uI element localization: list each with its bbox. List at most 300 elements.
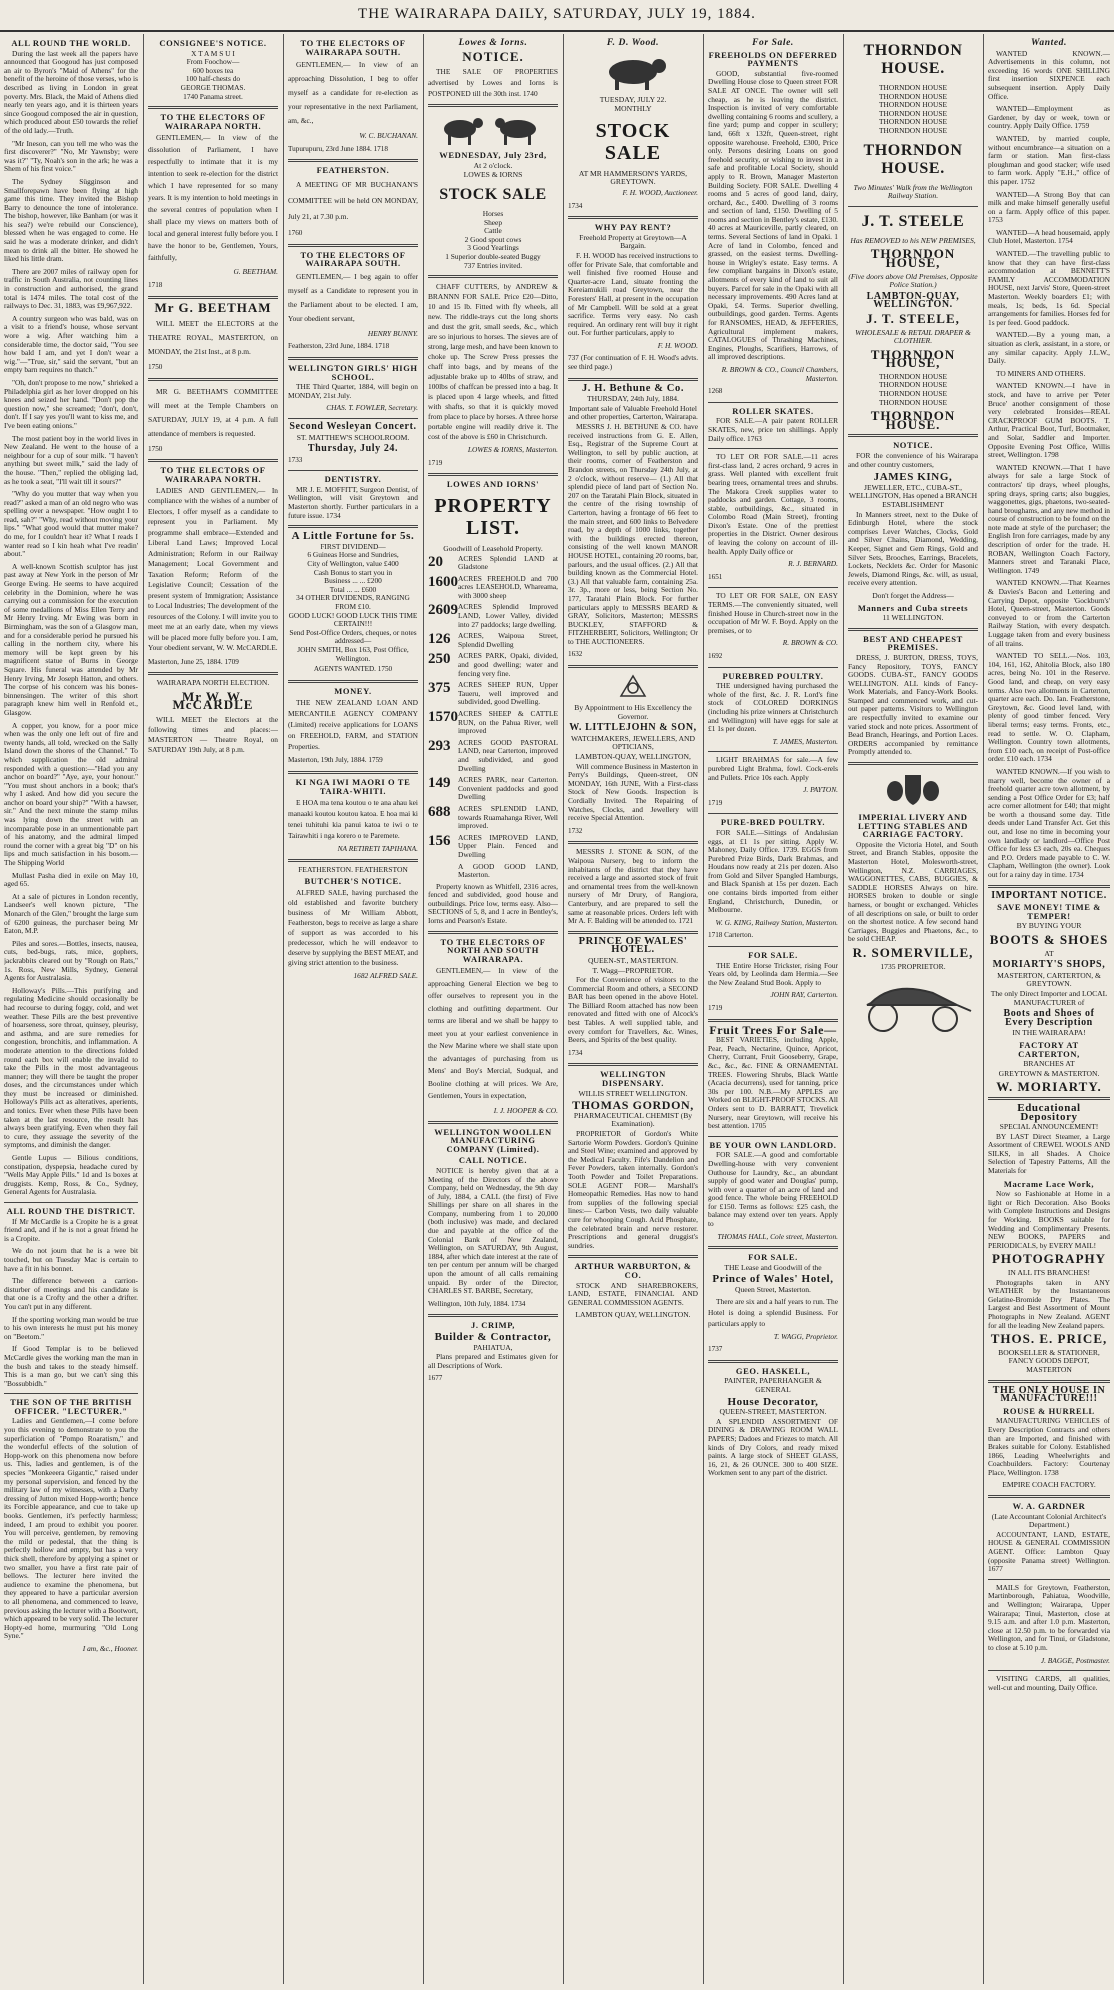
ad-line: THORNDON HOUSE	[879, 108, 947, 118]
wanted-ad: WANTED KNOWN.—That Kearnes & Davies's Bacon and Lettering and Carrying Depot, opposite 'Gockburn's' Hotel, Queen-street, Masterton. Goods conveyed to or from the Carterton Railway Station, with every despatch. Luggage taken from and every business of all trains.	[988, 578, 1110, 648]
column-rule	[983, 34, 984, 1984]
lot-acres: 126	[428, 631, 451, 648]
ad-body: In Manners street, next to the Duke of Edinburgh Hotel, where the stock comprises Lever Watches, Clocks, Gold and Silver Chains, Diamond, Wedding, Keeper, Signet and Gem Rings, Gold and Silver Sets, Brooches, Earrings, Bracelets, Lockets, Necklets &c. Order for Masonic Jewels, Diamond Rings, &c. will, as usual, receive every attention.	[848, 509, 978, 588]
ad-footer: 1734	[568, 201, 583, 210]
ad-subheading: EMPIRE COACH FACTORY.	[1002, 1480, 1096, 1490]
ad-subheading: QUEEN-ST., MASTERTON.	[588, 955, 678, 965]
column-5	[568, 36, 698, 1982]
ad-line: 100 half-chests do	[185, 74, 241, 84]
ad-heading: FOR SALE.	[748, 950, 798, 961]
ad-footer: Masterton, June 25, 1884. 1709	[148, 657, 239, 666]
signature: R. J. BERNARD.	[788, 559, 838, 569]
divider	[148, 296, 278, 299]
lot-description: ACRES IMPROVED LAND, Upper Plain. Fenced and Dwelling	[458, 832, 558, 859]
ad-heading: IMPERIAL LIVERY AND LETTING STABLES AND CARRIAGE FACTORY.	[858, 812, 968, 840]
signature: I. J. HOOPER & CO.	[493, 1105, 558, 1115]
divider	[4, 1393, 138, 1394]
divider	[428, 1121, 558, 1124]
signature: G. BEETHAM.	[233, 267, 278, 277]
lot-acres: 1600	[428, 573, 458, 590]
ad-heading: W. LITTLEJOHN & SON,	[569, 722, 697, 734]
ad-subheading: T. Wagg—PROPRIETOR.	[592, 965, 674, 975]
ad-heading: BEST AND CHEAPEST PREMISES.	[863, 633, 963, 653]
wanted-ad: WANTED—A head housemaid, apply Club Hotel, Masterton. 1754	[988, 227, 1110, 246]
ad-footer: 1750	[148, 363, 163, 372]
ad-body: THE undersigned having purchased the whole of the first, &c. J. R. Lord's fine stock of COLORED DORKINGS (including his prize winners at Christchurch and Wellington) will have eggs for sale at £1 1s per dozen.	[708, 681, 838, 734]
ad-body: LIGHT BRAHMAS for sale.—A few purebred Light Brahma, fowl. Cock-erels and Pullets. Price 10s each. Apply	[708, 755, 838, 782]
property-lot	[428, 652, 558, 678]
paragraph: At a sale of pictures in London recently, Landseer's well known picture, "The Monarch of the Glen," brought the large sum of 6200 guineas, the purchaser being Mr Eaton, M.P.	[4, 891, 138, 936]
ad-heading: KI NGA IWI MAORI O TE TAIRA-WHITI.	[295, 776, 411, 796]
ad-subheading: JEWELLER, ETC., CUBA-ST., WELLINGTON, Has opened a BRANCH ESTABLISHMENT	[848, 482, 978, 509]
ad-date: WEDNESDAY, July 23rd,	[439, 150, 547, 161]
ad-heading: THE ONLY HOUSE IN MANUFACTURE!!!	[992, 1384, 1106, 1405]
divider	[848, 434, 978, 437]
ad-subheading: By Appointment to His Excellency the Governor.	[574, 703, 692, 721]
divider	[568, 841, 698, 844]
ad-heading: CONSIGNEE'S NOTICE.	[159, 38, 267, 48]
ad-footer: 1719	[428, 458, 443, 467]
ad-heading: GEO. HASKELL,	[735, 1365, 811, 1376]
ad-body: THE SALE OF PROPERTIES advertised by Lowes and Iorns is POSTPONED till the 30th inst. 1740	[428, 67, 558, 99]
ad-subheading: (Late Accountant Colonial Architect's Department.)	[991, 1511, 1107, 1530]
ad-heading: PRINCE OF WALES' HOTEL.	[578, 935, 688, 956]
ad-heading: IMPORTANT NOTICE.	[991, 889, 1107, 901]
divider	[568, 216, 698, 219]
paragraph: Ladies and Gentlemen,—I come before you this evening to demonstrate to you the superficiation of "Pompo Roaratism," and the wonderful effects of the solution of Hopp-work on this phenomena now before us. This, ladies and gentlemen, is of the species "Monkeeera Gigantic," raised under my personal supervision, and fenced by the military law of my witnesses, with a Darby dressing of Jutton mixed Hopp-worth; hence its Forcible appearance, and cue to take up books. Gentlemen, it's perfectly harmless; indeed, I am proud to exhibit you poorer. You will perceive, gentlemen, by removing the mild or pedestal, that the thing is perfectly hollow and empty, but has a very thick shell, therefore by applying a spinet or two smaller, you have a first rate pair of bellows. The lecturer here invited the audience to examine the phenomena, but they appeared to have a particular aversion to all phenomena, and commenced to leave, previous asking the lecturer with a Bootwort, which appeared to be very solid. The lecturer Hopty-ed home, murmuring "Old Long Syne."	[4, 1416, 138, 1641]
ad-subheading: BY BUYING YOUR	[1016, 921, 1082, 931]
divider	[708, 448, 838, 449]
masthead-title: THE WAIRARAPA DAILY, SATURDAY, JULY 19, 1884.	[358, 6, 756, 22]
section-heading: Wanted.	[1031, 38, 1067, 48]
lot-acres: 156	[428, 832, 451, 849]
ad-subheading: Two Minutes' Walk from the Wellington Railway Station.	[853, 182, 973, 201]
wanted-ad: WANTED—A Strong Boy that can milk and make himself generally useful on a farm. Apply office of this paper. 1753	[988, 189, 1110, 225]
signature: T. JAMES, Masterton.	[772, 736, 838, 746]
ad-subheading: LAMBTON QUAY, WELLINGTON.	[575, 1310, 691, 1320]
ad-heading: TO THE ELECTORS OF WAIRARAPA SOUTH.	[300, 38, 406, 57]
property-lot	[428, 834, 558, 860]
property-lot	[428, 575, 558, 601]
ad-subheading: Don't forget the Address—	[872, 590, 954, 600]
ad-body: FOR SALE.—Sittings of Andalusian eggs, at £1 1s per sitting. Apply W. Mahoney, Daily Office. 1739. EGGS from Purebred Prize Birds, Dark Brahmas, and Houdans now ready at 21s per dozen. Also from Gold and Silver Spangled Hamburgs, and Black Spanish at 15s per dozen. Each one contains birds imported from either England, Christchurch, Dunedin, or Melbourne.	[708, 827, 838, 915]
ad-heading: STOCK SALE	[439, 185, 547, 203]
wanted-ad: TO MINERS AND OTHERS.	[996, 368, 1086, 378]
ad-heading: THORNDON HOUSE,	[870, 246, 956, 270]
lot-acres: 250	[428, 651, 451, 668]
ad-body: A MEETING OF MR BUCHANAN'S COMMITTEE will be held ON MONDAY, July 21, at 7.30 p.m.	[288, 179, 418, 221]
ad-heading: Macrame Lace Work,	[1003, 1178, 1095, 1189]
ad-heading: THORNDON HOUSE.	[863, 141, 963, 177]
ad-line: JOHN SMITH, Box 163, Post Office, Wellington.	[297, 644, 409, 663]
ad-heading: House Decorator,	[727, 1395, 819, 1408]
ad-line: THORNDON HOUSE	[879, 371, 947, 381]
story-heading: ALL ROUND THE DISTRICT.	[6, 1206, 136, 1216]
ad-body: Plans prepared and Estimates given for all Descriptions of Work.	[428, 1352, 558, 1370]
ad-heading: Boots and Shoes of Every Description	[1003, 1008, 1095, 1028]
ad-heading: NOTICE.	[893, 440, 933, 451]
ad-subheading: IN ALL ITS BRANCHES!	[1007, 1268, 1091, 1277]
ad-body: THE NEW ZEALAND LOAN AND MERCANTILE AGENCY COMPANY (Limited) receive applications for LOANS on FREEHOLD, FARM, and STATION Properties.	[288, 698, 418, 752]
firm-name: F. D. Wood.	[606, 38, 660, 48]
ad-heading: Fruit Trees For Sale—	[709, 1022, 837, 1037]
ad-subheading: BOOKSELLER & STATIONER, FANCY GOODS DEPOT, MASTERTON	[998, 1347, 1100, 1374]
lot-description: ACRES FREEHOLD and 700 acres LEASEHOLD, Whareama, with 3000 sheep	[458, 573, 558, 600]
ad-footer: Wellington, 10th July, 1884. 1734	[428, 1299, 526, 1308]
divider	[848, 628, 978, 631]
ad-lines	[848, 84, 978, 136]
divider	[988, 1380, 1110, 1383]
lot-description: ACRES PARK, Opaki, divided, and good dwelling; water and fencing very fine.	[458, 651, 558, 678]
ad-heading: ROUSE & HURRELL	[1003, 1405, 1095, 1416]
ad-heading: THORNDON HOUSE.	[863, 42, 963, 77]
ad-subheading: IN THE WAIRARAPA!	[1012, 1028, 1086, 1038]
lot-acres: 2609	[428, 602, 458, 619]
ad-body: MR J. E. MOFFITT, Surgeon Dentist, of Wellington, will visit Greytown and Masterton shortly. Further particulars in a future issue. 1734	[288, 484, 418, 520]
paragraph: "Oh, don't propose to me now," shrieked a Philadelphia girl as her lover dropped on his knees and seized her hand. "Don't pop the question now," she screamed; "don't, don't, don't. If I say yes you'll want to kiss me, and I've been eating onions."	[4, 377, 138, 430]
property-lots	[428, 555, 558, 880]
ad-body: ALFRED SALE, having purchased the old established and favorite butchery business of Mr William Abbott, Featherston, begs to receive as large a share of support as was accorded to his predecessor, which he will endeavor to deserve by supplying the BEST MEAT, and giving strict attention to the business.	[288, 887, 418, 967]
ad-body: VISITING CARDS, all qualities, well-cut and mounting, Daily Office.	[988, 1674, 1110, 1692]
ad-subheading: WILLIS STREET WELLINGTON.	[578, 1088, 688, 1098]
signature: W. G. KING, Railway Station, Masterton.	[715, 917, 838, 927]
ad-heading: WELLINGTON WOOLLEN MANUFACTURING COMPANY (Limited).	[434, 1126, 552, 1154]
ad-footer: 1719	[708, 1004, 723, 1012]
property-lot	[428, 805, 558, 831]
signature: R. BROWN & CO., Council Chambers, Masterton.	[721, 364, 838, 383]
ad-subheading: PHARMACEUTICAL CHEMIST (By Examination).	[573, 1110, 693, 1129]
ad-heading: A Little Fortune for 5s.	[291, 530, 415, 543]
story-body	[4, 1417, 138, 1640]
stock-item: Horses	[482, 208, 504, 218]
ad-footer: 1677	[428, 1374, 443, 1383]
ad-date: THURSDAY, 24th July, 1884.	[587, 394, 679, 404]
ad-heading: LAMBTON-QUAY, WELLINGTON.	[866, 290, 960, 311]
ad-body: BEST VARIETIES, including Apple, Pear, Peach, Nectarine, Quince, Apricot, Cherry, Currant, Fruit Gooseberry, Grape, &c., &c., &c. FINE & ORNAMENTAL TREES. Flowering Shrubs, Black Wattle (Acacia decurrens), used for tanning, price 30s per 100. N.B.—My APPLES are Worked on BLIGHT-PROOF STOCKS. All Orders sent to D. BARRATT, Trevelick Nursery, near Greytown, will receive his best attention. 1705	[708, 1035, 838, 1131]
divider	[708, 751, 838, 752]
ad-heading: FREEHOLDS ON DEFERRED PAYMENTS	[708, 49, 838, 69]
ad-body: LADIES AND GENTLEMEN,— In compliance with the wishes of a number of Electors, I offer myself as a candidate to represent you in Parliament. My programme shall embrace—Extended and Liberal Land Laws; Improved Local Administration; Reform in our Railway Management; Local Government and Taxation Reform; Reform of the Legislative Council; Cessation of the present system of Immigration; Assistance to Local Industries; The development of the resources of the Colony. I will invite you to meet me at an early date, when my views will be placed more fully before you. I am, Your obedient servant, W. W. McCARDLE.	[148, 485, 278, 652]
signature: T. WAGG, Proprietor.	[773, 1331, 838, 1341]
ad-heading: TO THE ELECTORS OF NORTH AND SOUTH WAIRARAPA.	[440, 936, 546, 964]
ad-heading: J. T. STEELE,	[866, 310, 960, 326]
ad-footer: 1651	[708, 572, 723, 581]
signature: I am, &c., Hooner.	[82, 1643, 138, 1653]
divider	[428, 931, 558, 934]
divider	[988, 1579, 1110, 1580]
divider	[568, 378, 698, 381]
lot-description: ACRES SHEEP & CATTLE RUN, on the Pahua River, well improved	[458, 709, 558, 736]
column-2	[148, 36, 278, 1982]
ad-body: Will commence Business in Masterton in Perry's Buildings, Queen-street, ON MONDAY, 16th JUNE, With a First-class Stock of New Goods. Inspection is Cordially Invited. The Repairing of Watches, Clocks, and Jewellery will receive Special Attention.	[568, 761, 698, 823]
ad-heading: SAVE MONEY! TIME & TEMPER!	[997, 902, 1101, 921]
paragraph: We do not journ that he is a wee bit touched, but on Tuesday Mac is certain to have a fit in his bonnet.	[4, 1246, 138, 1273]
ad-footer: 1750	[148, 444, 163, 453]
ad-body: For the Convenience of visitors to the Commercial Room and others, a SECOND BAR has been opened in the above Hotel. The Billiard Room attached has now been renovated and fitted with one of Alcock's best Tables. A well supplied table, and every comfort for Travellers, &c. Wines, Beers, and Spirits of the best quality.	[568, 975, 698, 1045]
ad-heading: NOTICE.	[462, 48, 524, 64]
ad-footer: 1692	[708, 652, 723, 660]
ad-heading: TO THE ELECTORS OF WAIRARAPA NORTH.	[160, 465, 266, 484]
ad-subheading: WHOLESALE & RETAIL DRAPER & CLOTHIER.	[855, 327, 971, 346]
lot-description: ACRES GOOD PASTORAL LAND, near Carterton, improved and subdivided, and good Dwelling	[458, 737, 558, 773]
ad-footer: Tupurupuru, 23rd June 1884. 1718	[288, 144, 388, 153]
divider	[848, 762, 978, 765]
signature: THOMAS HALL, Cole street, Masterton.	[717, 1231, 838, 1241]
ad-line: 6 Guineas Horse and Sundries,	[307, 550, 399, 560]
ad-body: GENTLEMEN,— In view of the approaching General Election we beg to offer ourselves to represent you in the clothing and outfitting department. Our terms are liberal and we shall be happy to meet you at your earliest convenience in the New Marine where we shall state upon the advantages of purchasing from us Mens' and Boy's Mercial, Sudqual, and Booline clothing at will prices. We Are, Gentlemen, Yours in expectation,	[428, 966, 558, 1101]
ad-heading: THORNDON HOUSE.	[870, 408, 956, 432]
ad-heading: THOMAS GORDON,	[572, 1098, 694, 1113]
ad-subheading: MASTERTON, CARTERTON, & GREYTOWN.	[997, 970, 1101, 989]
divider	[288, 357, 418, 360]
firm-name: LOWES AND IORNS'	[446, 479, 540, 490]
ad-heading: FEATHERSTON.	[316, 165, 390, 176]
signature: CHAS. T. FOWLER, Secretary.	[326, 403, 418, 413]
ad-body: WILL MEET the ELECTORS at the THEATRE ROYAL, MASTERTON, on MONDAY, the 21st Inst., at 8 p.m.	[148, 319, 278, 357]
column-rule	[283, 34, 284, 1984]
ad-subheading: 1735 PROPRIETOR.	[880, 961, 946, 971]
divider	[988, 1097, 1110, 1100]
masthead	[0, 0, 1114, 32]
ad-subheading: LAMBTON-QUAY, WELLINGTON,	[575, 752, 691, 762]
wanted-ad: WANTED KNOWN.—I have in stock, and have to arrive per 'Peter Bruce' another consignment of those very celebrated Ironsides—REAL CRACKPROOF GUM BOOTS. T. Arthur, Practical Boot, Turf, Bootmaker, and Solar, Saddler and Importer. Opposite Evening Post Office, Willis street, Wellington. 1798	[988, 381, 1110, 460]
stock-item: 3 Good Yearlings	[467, 243, 519, 253]
ad-heading: PURE-BRED POULTRY.	[720, 817, 826, 828]
column-rule	[423, 34, 424, 1984]
property-lot	[428, 632, 558, 649]
column-rule	[563, 34, 564, 1984]
ad-heading: ARTHUR WARBURTON, & CO.	[574, 1261, 692, 1280]
divider	[708, 587, 838, 588]
paragraph: A country surgeon who was bald, was on a visit to a friend's house, whose servant wore a wig. After watching him a considerable time, the doctor said, "You see how bald I am, and yet I don't wear a wig."—"True, sir," said the servant, "but an empty barn requires no thatch."	[4, 313, 138, 375]
ad-heading: Educational Depository	[1017, 1101, 1081, 1123]
ad-heading: STOCK SALE	[595, 119, 671, 164]
ad-subheading: Important sale of Valuable Freehold Hotel and other properties, Carterton, Wairarapa.	[568, 403, 698, 422]
ad-heading: Mr W. W. McCARDLE	[172, 688, 254, 713]
paragraph: A copper, you know, for a poor mice when was the only one left out of fire and twenty hands, all told, wrecked on the Sally Island down the shores of the Channel." To which supplication the old admiral responded with a question:—"Had you any anchor on board?" "Aye, aye, your honour." "You must shout anchors in a book; that's why I asked. And how did you secure the anchor on board your ship?" "With a hawser, sir." And the next minute the stamp milus was lying down the street with an incomparable pose in an unmentionable part of his anatomy, and the admiral limped round the corner with a great big "D" on his lips and much satisfaction in his bosom.—The Shipping World	[4, 720, 138, 868]
royal-arms-icon	[613, 672, 653, 700]
divider	[148, 378, 278, 381]
lot-description: ACRES SHEEP RUN, Upper Taueru, well improved and subdivided, good Dwelling.	[458, 680, 558, 707]
ad-heading: MORIARTY'S SHOPS,	[992, 959, 1106, 971]
signature: 1682 ALFRED SALE.	[353, 970, 418, 980]
ad-line: THORNDON HOUSE	[879, 397, 947, 407]
ad-footer: 1268	[708, 387, 723, 396]
divider	[148, 106, 278, 109]
signature: HENRY BUNNY.	[367, 328, 418, 338]
divider	[288, 159, 418, 162]
column-rule	[143, 34, 144, 1984]
divider	[568, 1063, 698, 1066]
divider	[988, 1495, 1110, 1498]
ad-body: E HOA ma tena koutou o te ana ahau kei manaaki koutou koutou katoa. E hoa mai ki tenei tuhituhi kia panui katoa te iwi o te Tairawhiti i nga korero o te Paremete.	[288, 798, 418, 841]
ad-subheading: 11 WELLINGTON.	[882, 613, 944, 623]
story-body	[4, 50, 138, 1197]
ad-body: NOTICE is hereby given that at a Meeting of the Directors of the above Company, held on Wednesday, the 9th day of July, 1884, a CALL (the first) of Five Shillings per share on all shares in the Company, numbering from 1 to 20,000 (both inclusive) was made, and declared due and payable at the office of the Colonial Bank of New Zealand, Wellington, on SATURDAY, 9th August, 1884, after which date interest at the rate of ten per centum per annum will be charged upon the amount of all calls remaining unpaid. By order of the Director, CHARLES ST. BARBE, Secretary,	[428, 1165, 558, 1296]
ad-heading: BOOTS & SHOES	[989, 932, 1109, 947]
ad-footer: 1632	[568, 650, 583, 659]
ad-body: CHAFF CUTTERS, by ANDREW & BRANNN FOR SALE. Price £20—Ditto, 10 and 15 lb. Fitted with fly wheels, all new. The riddle-trays cut the long shorts and dust the grit, small seeds, &c., which are so injurious to horses. The sieves are of strong, large mesh, and have been known to choke up. The Screw Press presses the chaff into bags, and by means of the adjustable brake up to 40lbs of straw, and 100lbs of chaffcan be pressed into a bag. It is placed upon 4 large wheels, and fitted with shafts, so that it is quickly moved from place to place by horses. A three horse portable engine will readily drive it. The cost of the above is £60 in Christchurch.	[428, 282, 558, 442]
ad-footer: 737 (For continuation of F. H. Wood's advts. see third page.)	[568, 354, 698, 372]
signature: W. C. BUCHANAN.	[359, 131, 418, 141]
divider	[568, 931, 698, 934]
ad-body: GENTLEMEN,— I beg again to offer myself as a Candidate to represent you in the Parliament about to be elected. I am, Your obedient servant,	[288, 271, 418, 323]
divider	[288, 525, 418, 528]
ad-line: From Foochow—	[186, 57, 240, 67]
ad-body: GENTLEMEN,— In view of an approaching Dissolution, I beg to offer myself as a candidate for re-election as your representative in the next Parliament, am, &c.,	[288, 60, 418, 126]
ad-line: City of Wellington, value £400	[307, 559, 399, 569]
ad-heading: J. T. STEELE	[861, 212, 965, 230]
ad-subheading: At 2 o'clock.	[473, 160, 513, 170]
ad-heading: PUREBRED POULTRY.	[722, 670, 824, 681]
ad-heading: THOS. E. PRICE,	[990, 1331, 1108, 1347]
signature: JOHN RAY, Carterton.	[770, 990, 838, 1000]
signature: F. H. WOOD, Auctioneer.	[622, 187, 698, 197]
divider	[4, 1202, 138, 1203]
ad-subheading: Queen Street, Masterton.	[735, 1285, 811, 1295]
ad-subheading: QUEEN-STREET, MASTERTON.	[719, 1407, 827, 1417]
ad-heading: Prince of Wales' Hotel,	[712, 1273, 834, 1286]
lot-description: ACRES PARK, near Carterton. Convenient paddocks and good Dwelling	[458, 775, 558, 802]
ad-line: 34 OTHER DIVIDENDS, RANGING FROM £10.	[296, 593, 410, 611]
ad-line: THORNDON HOUSE	[879, 117, 947, 127]
ad-subheading: GREYTOWN & MASTERTON.	[998, 1068, 1100, 1078]
signature: R. BROWN & CO.	[782, 638, 838, 648]
lot-acres: 688	[428, 803, 451, 820]
ad-line: Business ... ... £200	[324, 576, 382, 586]
ad-subheading: AT	[1044, 948, 1054, 958]
ad-date: TUESDAY, JULY 22.	[599, 94, 667, 104]
wanted-ad: WANTED KNOWN.—If you wish to marry well, become the owner of a freehold quarter acre town allotment, by sending a Post Office Order for £3; half acre corner allotment for £40; that might be worth a thousand some day. Title deeds under Land Transfer Act. Get this out, and lose no time in becoming your own landlady or landlord—Office Post Office for less £3 each, 20s ea. Cheques and P.O. Orders made payable to C. W. Clapham, Wellington (the owner). Look out for a rainy day in time. 1734	[988, 766, 1110, 880]
paragraph: "Mr Ineson, can you tell me who was the first discoverer?" "No, Mr Yawnsby; were was it?" "Ty, Noah's son in the ark; he was a Shem of his first voice."	[4, 138, 138, 174]
property-lot	[428, 681, 558, 707]
ad-subheading: AT MR HAMMERSON'S YARDS, GREYTOWN.	[578, 168, 688, 187]
signature: LOWES & IORNS, Masterton.	[467, 445, 558, 455]
ad-body: Opposite the Victoria Hotel, and South Street, and Branch Stables, opposite the Masterton Hotel, Molesworth-street, Wellington, N.Z. CARRIAGES, WAGGONETTES, CABS, BUGGIES, & SADDLE HORSES Always on hire. HORSES broken to double or single harness, or bought or exchanged. Vehicles of all descriptions on sale, or built to order on the shortest notice. A few second hand Carriages, Buggies and Phaetons, &c., to be sold CHEAP.	[848, 839, 978, 944]
stock-item: Sheep	[483, 217, 503, 227]
signature: F. H. WOOD.	[657, 340, 698, 350]
divider	[708, 946, 838, 947]
divider	[988, 885, 1110, 888]
ad-heading: BUTCHER'S NOTICE.	[304, 876, 402, 887]
lot-description: ACRES SPLENDID LAND, towards Ruamahanga River, Well improved.	[458, 803, 558, 831]
ad-subheading: PAINTER, PAPERHANGER & GENERAL	[724, 1376, 822, 1394]
column-3	[288, 36, 418, 1982]
ad-footer: 1718	[148, 280, 163, 289]
paragraph: There are 2007 miles of railway open for traffic in South Australia, not counting lines in construction and authorised, the grand total is 1474 miles. The total cost of the railways to Dec. 31, 1883, was £9,967,922.	[4, 266, 138, 311]
ad-footer: Masterton, 19th July, 1884. 1759	[288, 756, 383, 765]
ad-line: THORNDON HOUSE	[879, 389, 947, 399]
ad-body: FOR the convenience of his Wairarapa and other country customers,	[848, 451, 978, 469]
ad-heading: FACTORY AT CARTERTON,	[1018, 1039, 1080, 1059]
paragraph: A well-known Scottish sculptor has just past away at New York in the person of Mr George Ewing. He seems to have acquired celebrity in the Dominion, where he was carrying out a commission for the execution of some medallions of Miss Ellen Terry and Mr Henry Irving. Mr Ewing was born in Birmingham, was the son of a Glasgow man, and for a considerable period he pursued his calling in the northern city, where his memory will be kept green by his magnificent statue of Burns in George Square. His funeral was attended by Mr Henry Irving, Mr Joseph Hatton, and others. The corpse of his concern was his bones-binnensingen. The writer of this short paragraph knew him well in Renfold et., Glasgow.	[4, 561, 138, 717]
ad-footer: 1732	[568, 826, 583, 835]
ad-heading: W. MORIARTY.	[996, 1079, 1102, 1095]
divider	[288, 418, 418, 419]
ad-body: GOOD, substantial five-roomed Dwelling House close to Queen street FOR SALE AT ONCE. The owner will sell cheap, as he is leaving the district. Inspection is invited of very comfortable dwelling containing 6 rooms and scullery, a fine yard; pump and copper in scullery; land, 66ft x 132ft, Queen-street, right opposite warehouse. Freehold, £300, Price only. Persons desiring Loans on good freehold security, or wishing to invest in a safe and profitable Local Society, should apply to R. Brown, Manager Masterton Building Society. FOR SALE. Dwelling 4 rooms and 5 acres of good land, dairy, orchard, &c., £400. Dwelling of 3 rooms and section of land, £150. Dwelling of 5 rooms and section in Bentley's estate, £130. 40 acres at Mauriceville, partly cleared, on terms. Several Sections of land in Opaki. 1 Acre of land in Colombo, fenced and grassed, on the easiest terms. Dwelling-house in Wrigley's estate. Easy terms. A few compliant bargains in Dixon's estate, allotments of every kind of land to suit all buyers. Parcel for sale in the Opaki with all necessary improvements. 490 Acres land at Opaki, £4. Terms. Superior dwelling, outbuildings, good garden. Terms. Agents for RANSOMES, HEAD, & JEFFERIES, Agricultural implement makers, CATALOGUES of Thrashing Machines, Engines, Ploughs, Scarifiers, Harrows, of all improved descriptions.	[708, 68, 838, 362]
ad-subheading: PAHIATUA,	[473, 1342, 513, 1352]
ad-heading: ROLLER SKATES.	[732, 405, 814, 416]
paragraph: Piles and sores.—Bottles, insects, nausea, cuts, bed-bugs, rats, mice, gophers, jackrabbits cleared out by "Rough on Rats," 1s. Ross, New Mills, Sydney, General Agents for Australasia.	[4, 938, 138, 983]
ad-heading: PROPERTY LIST.	[434, 494, 552, 539]
ad-heading: J. H. Bethune & Co.	[581, 382, 685, 394]
ad-subheading: ST. MATTHEW'S SCHOOLROOM.	[296, 432, 410, 442]
lot-acres: 375	[428, 680, 451, 697]
stock-item: 1 Superior double-seated Buggy	[445, 251, 541, 261]
ad-body: BY LAST Direct Steamer, a Large Assortment of CREWEL WOOLS AND SILKS, in all Shades. A Choice Selection of Tapestry Patterns, All the Materials for	[988, 1131, 1110, 1176]
ad-subheading: FEATHERSTON. FEATHERSTON	[298, 864, 408, 874]
divider	[708, 1019, 838, 1022]
lot-description: ACRES Splendid LAND at Gladstone	[458, 553, 558, 572]
ad-heading: DENTISTRY.	[324, 474, 382, 485]
paragraph: If Good Templar is to be believed McCardle gives the working man the man in the bush and takes to the steady himself. This is a man go, but we can't sing this "Bossubbidh."	[4, 1344, 138, 1388]
firm-name: Lowes & Iorns.	[458, 38, 528, 48]
divider	[288, 771, 418, 774]
ad-body: MESSRS J. STONE & SON, of the Waipoua Nursery, beg to inform the inhabitants of the district that they have received a large and assorted stock of fruit and ornamental trees from the well-known nursery of Mr Drury, of Rangiora, Canterbury, and are prepared to sell the same at reasonable prices. Orders left with Mr A. F. Balding will be attended to. 1721	[568, 847, 698, 926]
column-1	[4, 36, 138, 1982]
ad-footer: 1737	[708, 1345, 723, 1354]
ad-line: X T A M S U I	[191, 48, 235, 58]
paragraph: The Sydney Sügginson and Smallforepawn have been flying at high game this time. They invited the Bishop Barry to denounce the tone of intolerance. The bishop, however, like Banham (or was it his sea?) we're rebuild our Conscience), blessed when he was engaged to come. He said he was a moderate drinker, and didn't mean to drink all the bitter. He showed he liked his little dram.	[4, 176, 138, 264]
ad-heading: MONEY.	[334, 685, 372, 696]
divider	[708, 1136, 838, 1137]
ad-subheading: LOWES & IORNS	[463, 170, 523, 180]
property-lot	[428, 555, 558, 572]
ad-line: Total ... ... £600	[329, 584, 377, 594]
ad-body: MR G. BEETHAM'S COMMITTEE will meet at the Temple Chambers on SATURDAY, JULY 19, at 4 p.m. A full attendance of members is requested.	[148, 386, 278, 438]
ad-heading: BE YOUR OWN LANDLORD.	[709, 1139, 837, 1150]
ad-heading: WHY PAY RENT?	[594, 222, 672, 233]
ad-body: MANUFACTURING VEHICLES of Every Description Contracts and others than are Imported, and finished with Brakes suitable for Colony. Established 1866, Leading Wheelwrights and Coachbuilders. Factory: Courtenay Place, Wellington. 1738	[988, 1416, 1110, 1477]
ad-body: Photographs taken in ANY WEATHER by the Instantaneous Gelatine-Bromide Dry Plates. The Largest and Best Assortment of Mount Photographs in New Zealand. AGENT for all the leading New Zealand papers.	[988, 1277, 1110, 1330]
ad-heading: J. CRIMP,	[470, 1320, 516, 1331]
paragraph: If Mr McCardle is a Cropite he is a great friend and, and if he is not a great friend he is a Cropite.	[4, 1216, 138, 1243]
ad-lines	[428, 210, 558, 270]
ad-heading: TO THE ELECTORS OF WAIRARAPA NORTH.	[160, 112, 266, 131]
lot-acres: 1570	[428, 709, 458, 725]
ad-body: MAILS for Greytown, Featherston, Martinborough, Pahiatua, Woodville, and Wellington; Wairarapa, Upper Wairarapa; Tinui, Masterton, close at 9.15 a.m. and after 1.0 p.m. Masterton, close at 12.50 p.m. to be forwarded via Wellington, and for Tinui, or Gladstone, to close at 5.10 p.m.	[988, 1582, 1110, 1652]
stock-item: 737 Entries invited.	[463, 260, 523, 270]
ad-body: THE Entire Horse Trickster, rising Four Years old, by Leolinda dam Hermia.—See the New Zealand Stud Book. Apply to	[708, 960, 838, 987]
ad-heading: TO THE ELECTORS OF WAIRARAPA SOUTH.	[300, 249, 406, 269]
ad-body: DRESS, J. BURTON, DRESS, TOYS, Fancy Repository, TOYS, FANCY GOODS. CUBA-ST., FANCY GOODS WELLINGTON. ALL kinds of Fancy-Work Materials, and Fancy-Work Books. Stamped and commenced work, and cut-out paper patterns. Visitors to Wellington are respectfully invited to examine our varied stock and note prices. Assortment of Bead Branch, Hearings, and Portion Laces. ORDERS accompanied by remittance Promptly attended to.	[848, 652, 978, 757]
divider	[708, 1360, 838, 1363]
column-rule	[843, 34, 844, 1984]
ad-body: ACCOUNTANT, LAND, ESTATE, HOUSE & GENERAL COMMISSION AGENT. Office: Lambton Quay (opposite Panama street) Wellington. 1677	[988, 1529, 1110, 1574]
lot-acres: 149	[428, 775, 451, 792]
ad-line: THORNDON HOUSE	[879, 380, 947, 390]
divider	[848, 206, 978, 207]
signature: J. PAYTON.	[803, 785, 838, 795]
ad-body: F. H. WOOD has received instructions to offer for Private Sale, that comfortable and well finished five roomed House and Quarter-acre Land, situate fronting the Kereiamukili road Greytown, near the Foresters' Hall, at present in the occupation of Mr Campbell. Will be sold at a great sacrifice. Terms very easy. No cash required. An ordinary rent will buy it right out. For further particulars, apply to	[568, 250, 698, 338]
ad-body: Property known as Whitfell, 2316 acres, fenced and subdivided, good house and outbuildings. Price low, terms easy. Also— SECTIONS of 5, 8, and 1 acre in Bentley's, Iorns and Pearson's Estate.	[428, 881, 558, 926]
lot-acres: 20	[428, 553, 443, 570]
ad-body: GENTLEMEN,— In view of the dissolution of Parliament, I have respectfully to intimate that it is my intention to seek re-election for the district which I have represented for so many years. It is my intention to hold meetings in the several centres of population when I shall place my views on matters both of local and general interest fully before you. I have the honor to be, Gentlemen, Yours, faithfully,	[148, 133, 278, 263]
ad-heading: Second Wesleyan Concert.	[289, 420, 417, 432]
ad-heading: R. SOMERVILLE,	[852, 944, 974, 960]
ad-lines	[848, 373, 978, 407]
ad-line: THORNDON HOUSE	[879, 91, 947, 101]
ad-subheading: BRANCHES AT	[1023, 1059, 1075, 1069]
divider	[568, 1255, 698, 1258]
section-heading: For Sale.	[752, 38, 794, 48]
signature: J. BAGGE, Postmaster.	[1040, 1655, 1110, 1665]
wanted-ad: WANTED.—The travelling public to know that they can have first-class accommodation at BENNETT'S FAMILY ACCOMMODATION HOUSE, next Jarvis' Store, Queen-street Masterton. Weekly boarders £1; with meals, 1s; beds, 1s 6d. Special arrangements for families. Horses fed for 1s per feed. Good paddock.	[988, 249, 1110, 327]
ad-heading: FOR SALE.	[748, 1252, 798, 1263]
lot-description: A GOOD GOOD LAND, Masterton.	[458, 861, 558, 880]
ad-body: A SPLENDID ASSORTMENT OF DINING & DRAWING ROOM WALL PAPERS; Dadoes and Friezes to match. All kinds of Dry Colors, and ready mixed paints. A large stock of SHEET GLASS, 16, 21, & 26 OUNCE. 300 to 400 SIZE. Workmen sent to any part of the district.	[708, 1416, 838, 1478]
divider	[708, 813, 838, 814]
